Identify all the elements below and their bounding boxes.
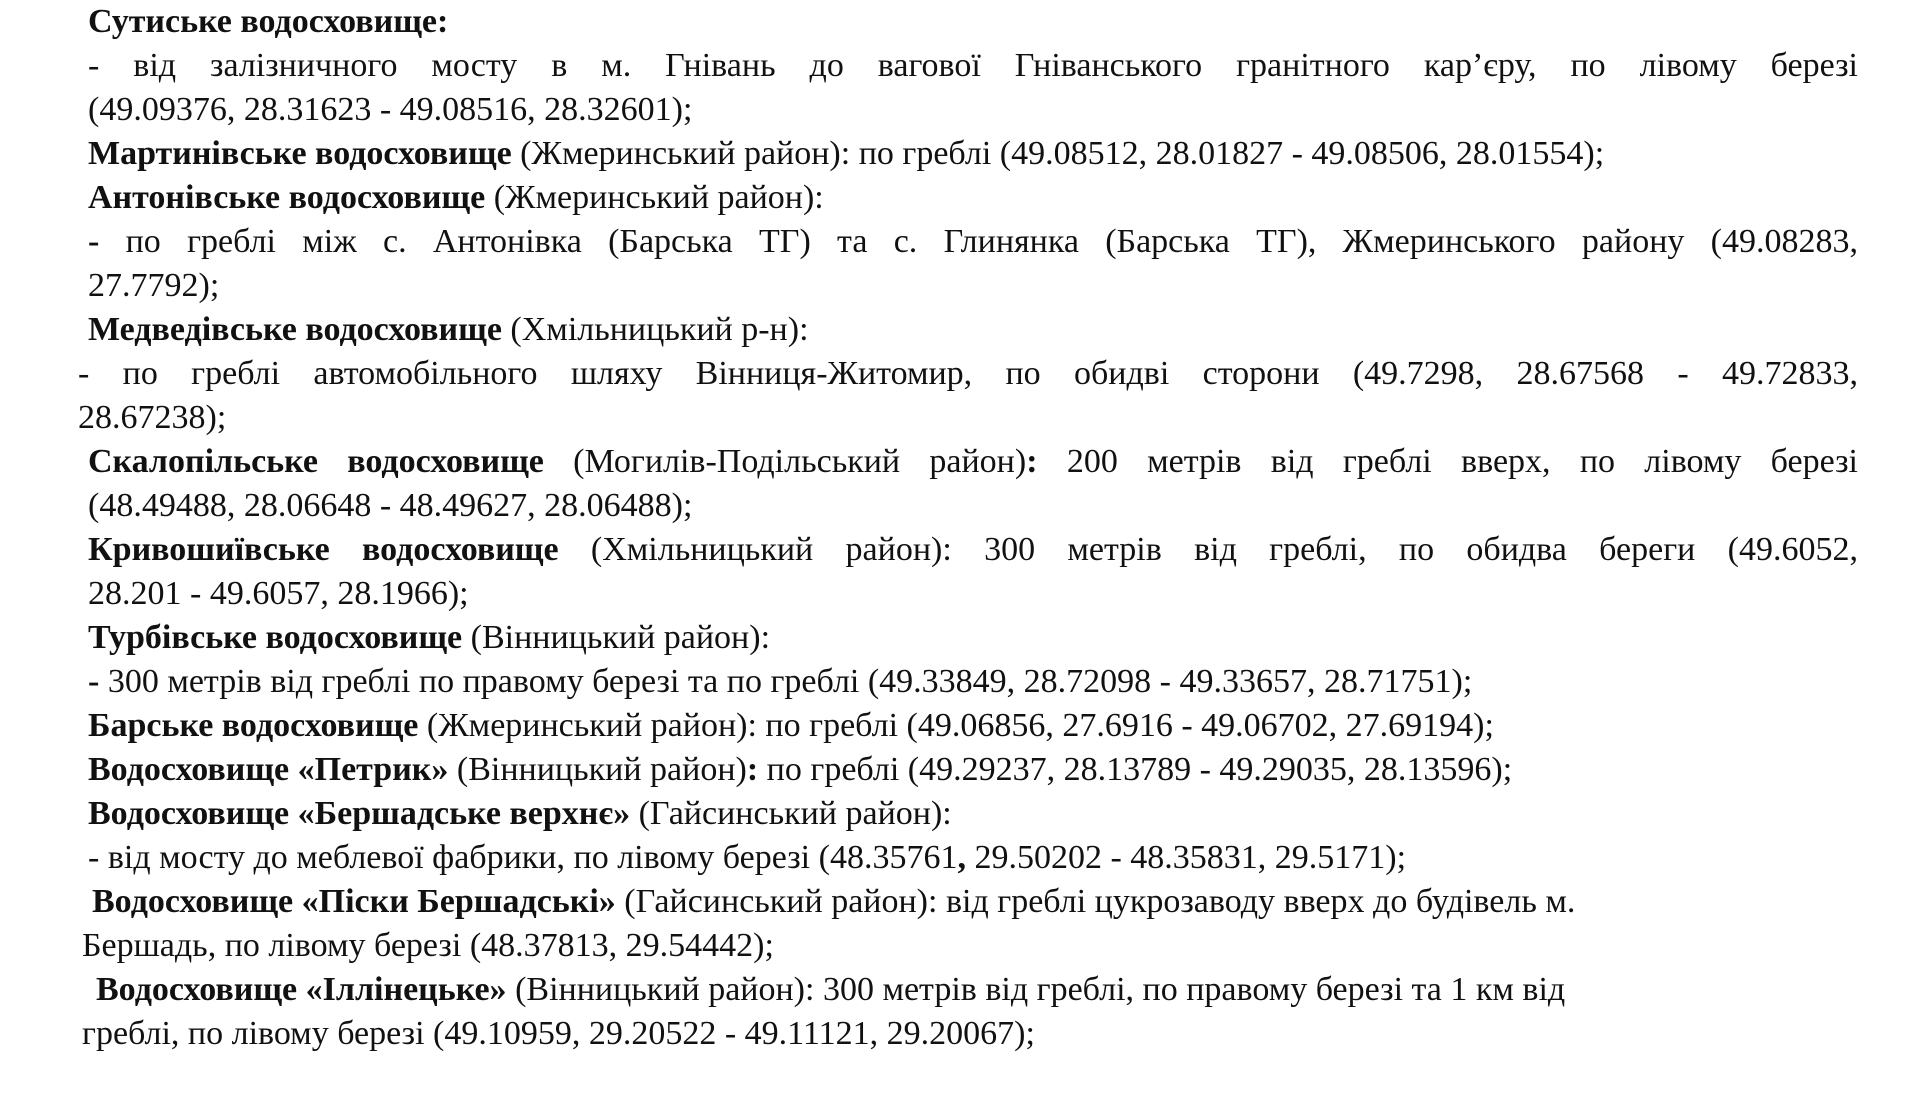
reservoir-sutyske-line-2 bbox=[88, 88, 1858, 132]
reservoir-barske-line bbox=[88, 704, 1858, 748]
reservoir-name: Турбівське водосховище bbox=[88, 619, 463, 656]
reservoir-antonivske-line-1 bbox=[88, 220, 1858, 264]
reservoir-description: по греблі (49.29237, 28.13789 - 49.29035, 28.13596); bbox=[758, 751, 1513, 788]
reservoir-name: Кривошиївське водосховище bbox=[88, 531, 559, 568]
reservoir-pisky-bershadski-line-2 bbox=[82, 924, 1852, 968]
bold-dash: - bbox=[88, 663, 100, 700]
reservoir-coordinates: 28.67238); bbox=[78, 399, 227, 436]
reservoir-name: Водосховище «Піски Бершадські» bbox=[92, 883, 616, 920]
reservoir-description: 200 метрів від греблі вверх, по лівому березі bbox=[1037, 443, 1858, 480]
reservoir-description: - по греблі автомобільного шляху Вінниця-Житомир, по обидві сторони (49.7298, 28.67568 - 49.72833, bbox=[78, 355, 1858, 392]
reservoir-bershadske-verkhnie-line-1 bbox=[88, 836, 1858, 880]
reservoir-coordinates: греблі, по лівому березі (49.10959, 29.20522 - 49.11121, 29.20067); bbox=[82, 1015, 1035, 1052]
reservoir-kryvoshyivske-title bbox=[88, 528, 1858, 572]
reservoir-petryk-line bbox=[88, 748, 1858, 792]
reservoir-bershadske-verkhnie-title bbox=[88, 792, 1858, 836]
bold-comma: , bbox=[957, 839, 966, 876]
reservoir-illinetske-line-2 bbox=[82, 1012, 1852, 1056]
reservoir-name: Водосховище «Бершадське верхнє» bbox=[88, 795, 631, 832]
reservoir-antonivske-line-2 bbox=[88, 264, 1858, 308]
reservoir-antonivske-title bbox=[88, 176, 1858, 220]
reservoir-illinetske-title bbox=[96, 968, 1866, 1012]
reservoir-medvedivske-line-1 bbox=[78, 352, 1858, 396]
reservoir-name: Барське водосховище bbox=[88, 707, 419, 744]
reservoir-description: (Гайсинський район): від греблі цукрозаводу вверх до будівель м. bbox=[615, 883, 1576, 920]
reservoir-coordinates: Бершадь, по лівому березі (48.37813, 29.54442); bbox=[82, 927, 774, 964]
reservoir-name: Скалопільське водосховище bbox=[88, 443, 544, 480]
reservoir-medvedivske-line-2 bbox=[78, 396, 1848, 440]
reservoir-description: 300 метрів від греблі по правому березі та по греблі (49.33849, 28.72098 - 49.33657, 28.71751); bbox=[99, 663, 1473, 700]
bold-colon: : bbox=[1026, 443, 1038, 480]
reservoir-description: (Жмеринський район): по греблі (49.08512, 28.01827 - 49.08506, 28.01554); bbox=[511, 135, 1605, 172]
reservoir-skalopilske-line-2 bbox=[88, 484, 1858, 528]
reservoir-name: Сутиське водосховище: bbox=[88, 3, 449, 40]
reservoir-name: Водосховище «Іллінецьке» bbox=[96, 971, 507, 1008]
reservoir-description: (Жмеринський район): по греблі (49.06856, 27.6916 - 49.06702, 27.69194); bbox=[418, 707, 1494, 744]
reservoir-district: (Могилів-Подільський район) bbox=[543, 443, 1027, 480]
reservoir-turbivske-line-1 bbox=[88, 660, 1858, 704]
reservoir-description: - від залізничного мосту в м. Гнівань до вагової Гніванського гранітного кар’єру, по лівому березі bbox=[88, 47, 1858, 84]
reservoir-coordinates: 29.50202 - 48.35831, 29.5171); bbox=[965, 839, 1407, 876]
reservoir-district: (Гайсинський район): bbox=[630, 795, 952, 832]
reservoir-district: (Вінницький район): bbox=[462, 619, 771, 656]
reservoir-name: Антонівське водосховище bbox=[88, 179, 486, 216]
reservoir-district: (Жмеринський район): bbox=[485, 179, 824, 216]
reservoir-district: (Вінницький район) bbox=[448, 751, 747, 788]
reservoir-sutyske-line-1 bbox=[88, 44, 1858, 88]
reservoir-coordinates: 28.201 - 49.6057, 28.1966); bbox=[88, 575, 469, 612]
reservoir-description: - від мосту до меблевої фабрики, по лівому березі (48.35761 bbox=[88, 839, 958, 876]
reservoir-turbivske-title bbox=[88, 616, 1858, 660]
reservoir-skalopilske-title bbox=[88, 440, 1858, 484]
reservoir-description: (Хмільницький район): 300 метрів від греблі, по обидва береги (49.6052, bbox=[558, 531, 1858, 568]
reservoir-description: по греблі між с. Антонівка (Барська ТГ) та с. Глинянка (Барська ТГ), Жмеринського району (49.08283, bbox=[99, 223, 1858, 260]
reservoir-name: Медведівське водосховище bbox=[88, 311, 502, 348]
bold-dash: - bbox=[88, 223, 100, 260]
reservoir-coordinates: (49.09376, 28.31623 - 49.08516, 28.32601); bbox=[88, 91, 693, 128]
reservoir-coordinates: (48.49488, 28.06648 - 48.49627, 28.06488); bbox=[88, 487, 693, 524]
reservoir-name: Мартинівське водосховище bbox=[88, 135, 512, 172]
reservoir-district: (Хмільницький р-н): bbox=[501, 311, 809, 348]
bold-colon: : bbox=[746, 751, 759, 788]
reservoir-pisky-bershadski-title bbox=[92, 880, 1862, 924]
reservoir-medvedivske-title bbox=[88, 308, 1858, 352]
reservoir-sutyske-title bbox=[88, 0, 1858, 44]
reservoir-name: Водосховище «Петрик» bbox=[88, 751, 449, 788]
reservoir-kryvoshyivske-line-2 bbox=[88, 572, 1858, 616]
reservoir-description: (Вінницький район): 300 метрів від греблі, по правому березі та 1 км від bbox=[506, 971, 1566, 1008]
reservoir-martynivske-line bbox=[88, 132, 1858, 176]
reservoir-coordinates: 27.7792); bbox=[88, 267, 220, 304]
